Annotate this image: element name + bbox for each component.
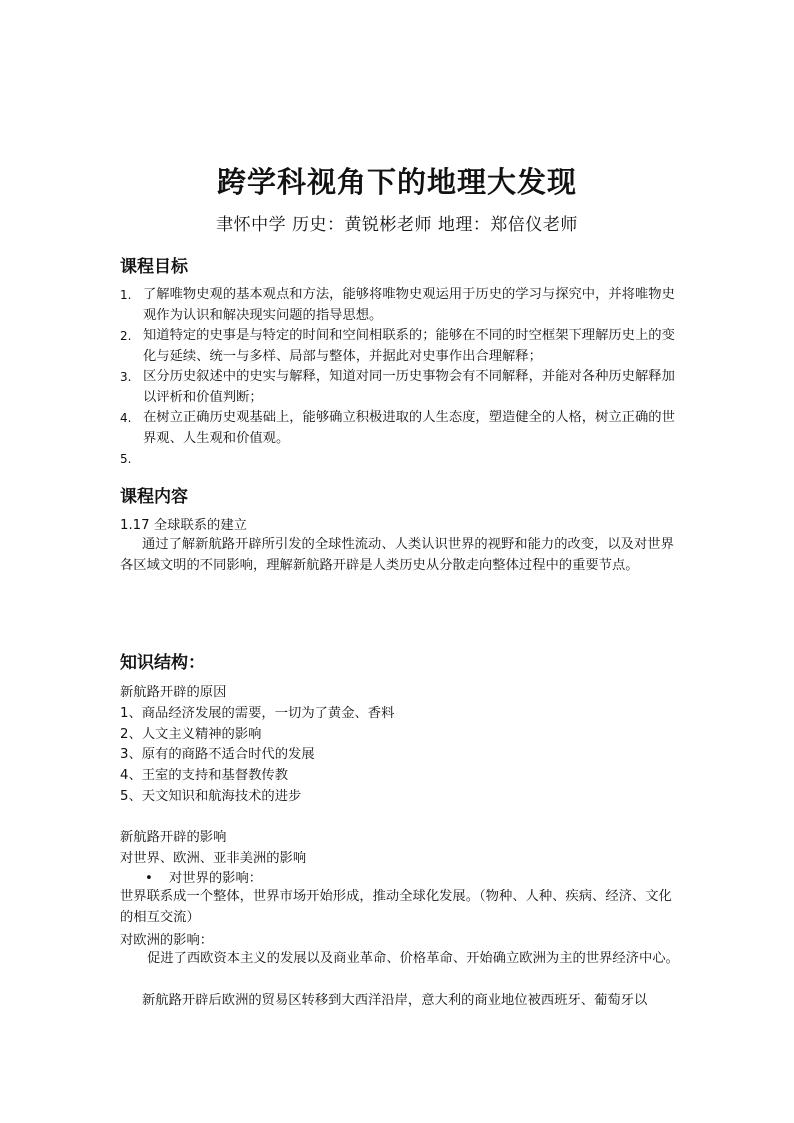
- document-subtitle: 聿怀中学 历史：黄锐彬老师 地理：郑倍仪老师: [216, 215, 578, 235]
- goals-list: [120, 285, 680, 470]
- world-impact-text: 世界联系成一个整体，世界市场开始形成，推动全球化发展。（物种、人种、疾病、经济、文化的相互交流）: [120, 889, 672, 925]
- cause-item: 5、天文知识和航海技术的进步: [120, 789, 302, 804]
- cause-item: 4、王室的支持和基督教传教: [120, 768, 289, 783]
- impact-title: 新航路开辟的影响: [120, 830, 227, 845]
- goals-item-text: 知道特定的史事是与特定的时间和空间相联系的；能够在不同的时空框架下理解历史上的变化与延续、统一与多样、局部与整体，并据此对史事作出合理解释；: [143, 328, 675, 364]
- bullet-icon: •: [145, 871, 153, 886]
- goals-item: [120, 449, 680, 470]
- content-paragraph: 通过了解新航路开辟所引发的全球性流动、人类认识世界的视野和能力的改变，以及对世界各区域文明的不同影响，理解新航路开辟是人类历史从分散走向整体过程中的重要节点。: [120, 537, 674, 573]
- goals-item-text: 区分历史叙述中的史实与解释，知道对同一历史事物会有不同解释，并能对各种历史解释加以评析和价值判断；: [143, 369, 675, 405]
- goals-item: [120, 367, 680, 408]
- cause-item: 3、原有的商路不适合时代的发展: [120, 747, 315, 762]
- goals-item-number: 2.: [120, 329, 132, 343]
- causes-title: 新航路开辟的原因: [120, 685, 227, 700]
- goals-item-number: 1.: [120, 288, 132, 302]
- goals-item: [120, 408, 680, 449]
- goals-item-text: 在树立正确历史观基础上，能够确立积极进取的人生态度，塑造健全的人格，树立正确的世界观、人生观和价值观。: [143, 410, 675, 446]
- goals-item: [120, 285, 680, 326]
- cause-item: 2、人文主义精神的影响: [120, 727, 262, 742]
- goals-item-text: 了解唯物史观的基本观点和方法，能够将唯物史观运用于历史的学习与探究中，并将唯物史观作为认识和解决现实问题的指导思想。: [143, 287, 675, 323]
- impact-subtitle: 对世界、欧洲、亚非美洲的影响: [120, 851, 307, 866]
- goals-item-number: 5.: [120, 452, 132, 466]
- goals-item: [120, 326, 680, 367]
- europe-trade-text: 新航路开辟后欧洲的贸易区转移到大西洋沿岸，意大利的商业地位被西班牙、葡萄牙以: [142, 993, 648, 1008]
- bullet-world-text: 对世界的影响：: [169, 871, 263, 886]
- content-topic: 1.17 全球联系的建立: [120, 518, 247, 533]
- bullet-world-impact: [145, 867, 262, 886]
- goals-heading: 课程目标: [120, 257, 188, 277]
- content-heading: 课程内容: [120, 487, 188, 507]
- europe-impact-title: 对欧洲的影响：: [120, 933, 214, 948]
- goals-item-number: 3.: [120, 370, 132, 384]
- cause-item: 1、商品经济发展的需要，一切为了黄金、香料: [120, 706, 395, 721]
- europe-impact-text: 促进了西欧资本主义的发展以及商业革命、价格革命、开始确立欧洲为主的世界经济中心。: [147, 951, 679, 966]
- structure-heading: 知识结构：: [120, 653, 205, 673]
- goals-item-number: 4.: [120, 411, 132, 425]
- document-title: 跨学科视角下的地理大发现: [216, 165, 577, 199]
